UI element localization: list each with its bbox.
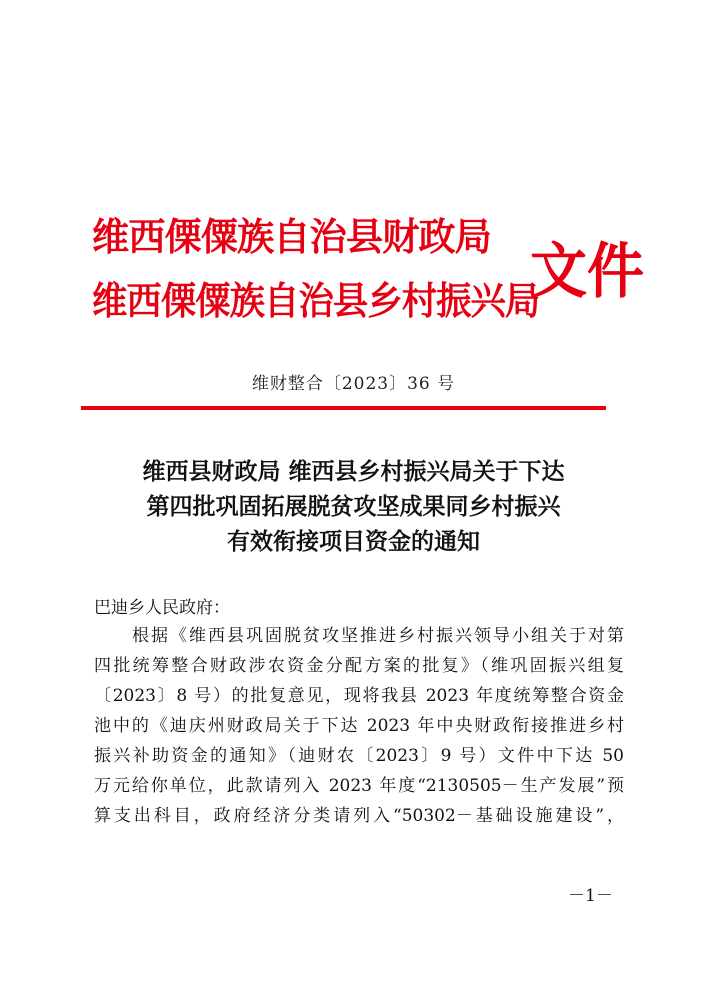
document-number: 维财整合〔2023〕36 号	[251, 374, 456, 394]
body-line-3: 〔2023〕8 号）的批复意见，现将我县 2023 年度统筹整合资金	[94, 686, 624, 706]
document-suffix: 文件	[530, 237, 644, 307]
body-line-5: 振兴补助资金的通知》（迪财农〔2023〕9 号）文件中下达 50	[94, 746, 624, 766]
document-title	[0, 454, 707, 559]
red-divider-rule	[81, 406, 606, 410]
issuing-org-finance-bureau: 维西傈僳族自治县财政局	[92, 214, 491, 259]
page-number: －1－	[568, 886, 613, 906]
salutation: 巴迪乡人民政府：	[94, 598, 230, 618]
issuing-authority-header	[92, 212, 644, 342]
title-line-2: 第四批巩固拓展脱贫攻坚成果同乡村振兴	[146, 493, 561, 520]
body-line-7: 算支出科目，政府经济分类请列入“50302－基础设施建设”，	[94, 806, 624, 826]
title-line-1: 维西县财政局 维西县乡村振兴局关于下达	[142, 458, 565, 485]
body-line-4: 池中的《迪庆州财政局关于下达 2023 年中央财政衔接推进乡村	[94, 716, 624, 736]
body-line-1: 根据《维西县巩固脱贫攻坚推进乡村振兴领导小组关于对第	[94, 626, 624, 646]
issuing-org-rural-revitalization-bureau: 维西傈僳族自治县乡村振兴局	[92, 278, 540, 323]
body-line-2: 四批统筹整合财政涉农资金分配方案的批复》（维巩固振兴组复	[94, 656, 624, 676]
body-line-6: 万元给你单位，此款请列入 2023 年度“2130505－生产发展”预	[94, 776, 624, 796]
title-line-3: 有效衔接项目资金的通知	[227, 528, 480, 555]
